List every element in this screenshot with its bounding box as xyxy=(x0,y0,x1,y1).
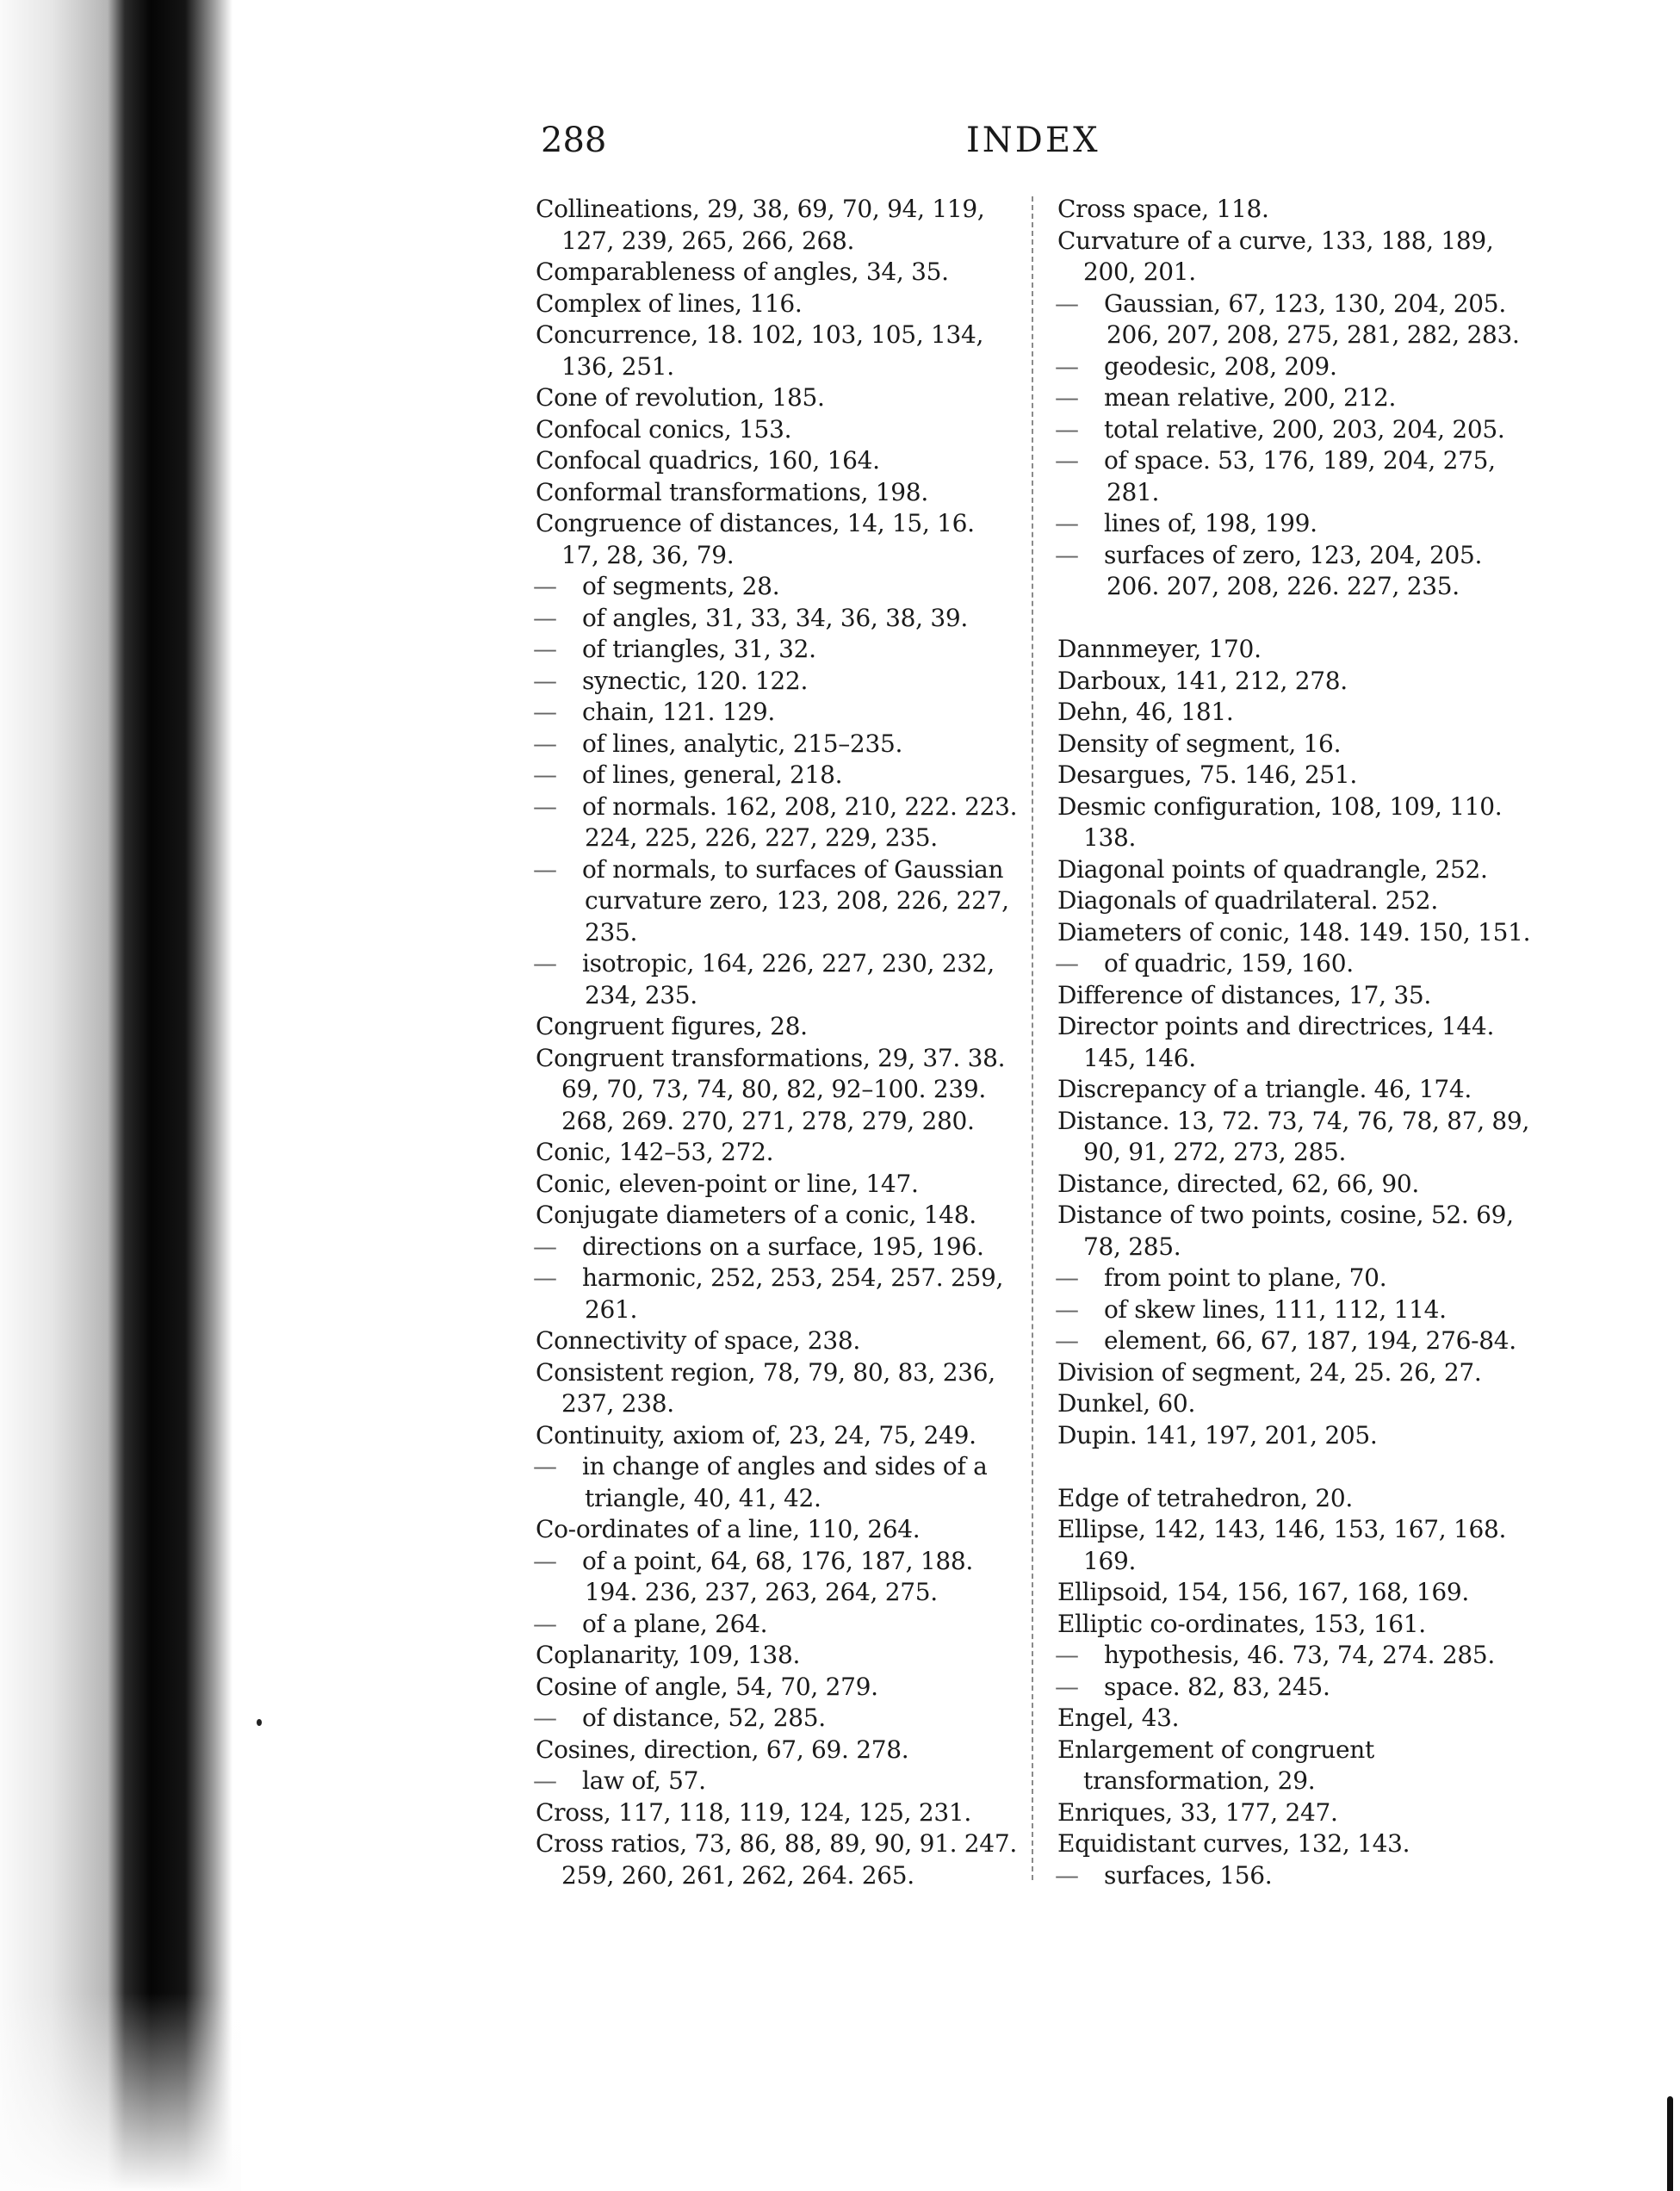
index-entry xyxy=(536,508,1018,571)
subentry-dash: — xyxy=(1055,540,1079,569)
index-subentry xyxy=(1057,1672,1540,1704)
entry-text: Confocal conics, 153. xyxy=(536,414,792,444)
index-entry xyxy=(536,1137,1018,1169)
entry-text: synectic, 120. 122. xyxy=(582,666,809,695)
entry-text: isotropic, 164, 226, 227, 230, 232, 234, 235. xyxy=(582,949,995,1009)
index-subentry xyxy=(1057,1640,1540,1672)
entry-text: chain, 121. 129. xyxy=(582,698,775,726)
index-entry xyxy=(536,1640,1018,1672)
index-entry xyxy=(536,194,1018,257)
entry-text: Concurrence, 18. 102, 103, 105, 134, 136, 251. xyxy=(536,320,984,381)
index-entry xyxy=(1057,1388,1540,1420)
index-entry xyxy=(1057,1797,1540,1829)
index-entry xyxy=(1057,1735,1540,1797)
index-subentry xyxy=(1057,540,1540,603)
index-entry xyxy=(536,320,1018,382)
index-subentry xyxy=(1057,414,1540,446)
subentry-dash: — xyxy=(533,1704,557,1732)
index-entry xyxy=(536,1672,1018,1704)
index-subentry xyxy=(1057,351,1540,383)
entry-text: of normals, to surfaces of Gaussian curvature zero, 123, 208, 226, 227, 235. xyxy=(582,854,1009,947)
entry-text: Diagonal points of quadrangle, 252. xyxy=(1057,854,1488,884)
subentry-dash: — xyxy=(1055,446,1079,475)
entry-text: Density of segment, 16. xyxy=(1057,729,1342,758)
subentry-dash: — xyxy=(1055,383,1079,412)
subentry-dash: — xyxy=(533,1546,557,1575)
entry-text: of space. 53, 176, 189, 204, 275, 281. xyxy=(1104,446,1496,506)
subentry-dash: — xyxy=(533,949,557,978)
index-entry xyxy=(1057,1106,1540,1169)
index-entry xyxy=(536,1735,1018,1766)
subentry-dash: — xyxy=(1055,414,1079,444)
subentry-dash: — xyxy=(1055,949,1079,978)
entry-text: hypothesis, 46. 73, 74, 274. 285. xyxy=(1104,1641,1495,1669)
entry-text: Desmic configuration, 108, 109, 110. 138. xyxy=(1057,791,1503,852)
index-entry xyxy=(1057,885,1540,917)
entry-text: of lines, general, 218. xyxy=(582,760,843,789)
entry-text: Distance of two points, cosine, 52. 69, 78, 285. xyxy=(1057,1201,1514,1261)
entry-text: Gaussian, 67, 123, 130, 204, 205. 206, 207, 208, 275, 281, 282, 283. xyxy=(1104,289,1520,349)
entry-text: Ellipse, 142, 143, 146, 153, 167, 168. 169. xyxy=(1057,1515,1507,1575)
entry-text: Dannmeyer, 170. xyxy=(1057,635,1262,663)
index-subentry xyxy=(533,603,1018,635)
entry-text: Conic, eleven-point or line, 147. xyxy=(536,1169,919,1198)
index-entry xyxy=(536,1420,1018,1452)
subentry-dash: — xyxy=(533,791,557,821)
subentry-dash: — xyxy=(533,854,557,884)
index-entry xyxy=(1057,1420,1540,1452)
index-entry xyxy=(1057,1514,1540,1577)
index-subentry xyxy=(533,1263,1018,1325)
index-entry xyxy=(1057,634,1540,666)
entry-text: Desargues, 75. 146, 251. xyxy=(1057,760,1357,789)
entry-text: of normals. 162, 208, 210, 222. 223. 224, 225, 226, 227, 229, 235. xyxy=(582,791,1018,852)
entry-text: Dupin. 141, 197, 201, 205. xyxy=(1057,1420,1378,1449)
index-entry xyxy=(1057,1200,1540,1263)
index-entry xyxy=(1057,1074,1540,1106)
entry-text: of segments, 28. xyxy=(582,572,780,600)
subentry-dash: — xyxy=(533,1232,557,1261)
index-entry xyxy=(1057,1577,1540,1609)
entry-text: Cross, 117, 118, 119, 124, 125, 231. xyxy=(536,1797,971,1827)
entry-text: Complex of lines, 116. xyxy=(536,289,803,318)
entry-text: Engel, 43. xyxy=(1057,1704,1180,1732)
entry-text: Conjugate diameters of a conic, 148. xyxy=(536,1201,976,1229)
page-title: INDEX xyxy=(966,121,1100,160)
index-subentry xyxy=(533,634,1018,666)
index-subentry xyxy=(533,1232,1018,1263)
entry-text: in change of angles and sides of a triangle, 40, 41, 42. xyxy=(582,1452,988,1512)
index-entry xyxy=(1057,1703,1540,1735)
scan-speck xyxy=(257,1719,262,1726)
entry-text: total relative, 200, 203, 204, 205. xyxy=(1104,414,1505,444)
index-entry xyxy=(536,1011,1018,1043)
index-entry xyxy=(1057,1011,1540,1074)
entry-text: surfaces of zero, 123, 204, 205. 206. 207, 208, 226. 227, 235. xyxy=(1104,540,1483,600)
entry-text: Diagonals of quadrilateral. 252. xyxy=(1057,886,1438,915)
index-entry xyxy=(536,1357,1018,1420)
index-entry xyxy=(1057,1828,1540,1860)
entry-text: Congruent figures, 28. xyxy=(536,1012,808,1040)
subentry-dash: — xyxy=(533,1452,557,1480)
index-entry xyxy=(1057,194,1540,226)
index-subentry xyxy=(1057,1263,1540,1294)
index-entry xyxy=(536,414,1018,446)
entry-text: Enlargement of congruent transformation, 29. xyxy=(1057,1735,1374,1795)
index-subentry xyxy=(533,760,1018,791)
index-subentry xyxy=(1057,1294,1540,1326)
entry-text: Elliptic co-ordinates, 153, 161. xyxy=(1057,1609,1426,1638)
entry-text: Conic, 142–53, 272. xyxy=(536,1138,774,1166)
entry-text: Cone of revolution, 185. xyxy=(536,383,825,412)
index-entry xyxy=(536,289,1018,320)
entry-text: Congruence of distances, 14, 15, 16. 17, 28, 36, 79. xyxy=(536,509,975,569)
entry-text: Distance, directed, 62, 66, 90. xyxy=(1057,1169,1419,1198)
subentry-dash: — xyxy=(533,729,557,758)
index-entry xyxy=(536,1169,1018,1201)
index-entry xyxy=(1057,729,1540,760)
entry-text: Cross ratios, 73, 86, 88, 89, 90, 91. 247. 259, 260, 261, 262, 264. 265. xyxy=(536,1829,1017,1890)
entry-text: Enriques, 33, 177, 247. xyxy=(1057,1797,1338,1827)
entry-text: Difference of distances, 17, 35. xyxy=(1057,980,1431,1009)
entry-text: Co-ordinates of a line, 110, 264. xyxy=(536,1515,921,1543)
scan-binding-shadow xyxy=(0,0,232,2191)
index-entry xyxy=(536,257,1018,289)
entry-text: mean relative, 200, 212. xyxy=(1104,383,1397,412)
entry-text: of skew lines, 111, 112, 114. xyxy=(1104,1294,1447,1324)
entry-text: of lines, analytic, 215–235. xyxy=(582,729,903,758)
index-entry xyxy=(1057,917,1540,949)
entry-text: of angles, 31, 33, 34, 36, 38, 39. xyxy=(582,603,968,632)
subentry-dash: — xyxy=(533,635,557,663)
subentry-dash: — xyxy=(1055,289,1079,318)
index-subentry xyxy=(533,948,1018,1011)
index-entry xyxy=(536,1043,1018,1138)
index-subentry xyxy=(533,697,1018,729)
page-number: 288 xyxy=(541,121,607,160)
subentry-dash: — xyxy=(533,760,557,789)
index-subentry xyxy=(1057,1860,1540,1892)
subentry-dash: — xyxy=(533,1263,557,1292)
entry-text: Equidistant curves, 132, 143. xyxy=(1057,1829,1410,1858)
entry-text: Edge of tetrahedron, 20. xyxy=(1057,1483,1353,1512)
index-subentry xyxy=(1057,1325,1540,1357)
index-subentry xyxy=(533,1703,1018,1735)
entry-text: of a plane, 264. xyxy=(582,1609,768,1638)
scan-shadow-fade xyxy=(0,1993,241,2191)
index-entry xyxy=(1057,760,1540,791)
index-entry xyxy=(536,1200,1018,1232)
index-entry xyxy=(1057,666,1540,698)
subentry-dash: — xyxy=(1055,1641,1079,1669)
entry-text: Continuity, axiom of, 23, 24, 75, 249. xyxy=(536,1420,976,1449)
index-subentry xyxy=(533,571,1018,603)
entry-text: of distance, 52, 285. xyxy=(582,1704,826,1732)
index-entry xyxy=(536,382,1018,414)
index-entry xyxy=(536,1828,1018,1891)
index-entry xyxy=(1057,1483,1540,1515)
index-column-left xyxy=(533,194,1018,1891)
subentry-dash: — xyxy=(1055,1326,1079,1355)
subentry-dash: — xyxy=(1055,1263,1079,1292)
index-entry xyxy=(1057,791,1540,854)
entry-text: Director points and directrices, 144. 145, 146. xyxy=(1057,1012,1495,1072)
entry-text: Diameters of conic, 148. 149. 150, 151. xyxy=(1057,917,1531,947)
index-entry xyxy=(1057,1609,1540,1641)
index-entry xyxy=(536,1325,1018,1357)
index-subentry xyxy=(533,666,1018,698)
index-entry xyxy=(1057,1357,1540,1389)
entry-text: of a point, 64, 68, 176, 187, 188. 194. 236, 237, 263, 264, 275. xyxy=(582,1546,974,1606)
entry-text: Congruent transformations, 29, 37. 38. 69, 70, 73, 74, 80, 82, 92–100. 239. 268, 269. 270, 271, 278, 279, 280. xyxy=(536,1043,1006,1135)
index-entry xyxy=(1057,980,1540,1012)
entry-text: space. 82, 83, 245. xyxy=(1104,1672,1330,1701)
entry-text: geodesic, 208, 209. xyxy=(1104,351,1337,381)
entry-text: Connectivity of space, 238. xyxy=(536,1326,860,1355)
index-entry xyxy=(1057,697,1540,729)
entry-text: Confocal quadrics, 160, 164. xyxy=(536,446,880,475)
subentry-dash: — xyxy=(533,1766,557,1795)
index-entry xyxy=(536,1514,1018,1546)
subentry-dash: — xyxy=(533,603,557,632)
entry-text: law of, 57. xyxy=(582,1766,706,1795)
index-column-right xyxy=(1057,194,1540,1891)
index-entry xyxy=(1057,226,1540,289)
entry-text: Curvature of a curve, 133, 188, 189, 200, 201. xyxy=(1057,226,1494,286)
index-subentry xyxy=(533,1766,1018,1797)
index-entry xyxy=(1057,1169,1540,1201)
subentry-dash: — xyxy=(1055,1294,1079,1324)
entry-text: Ellipsoid, 154, 156, 167, 168, 169. xyxy=(1057,1578,1469,1606)
subentry-dash: — xyxy=(1055,509,1079,537)
index-entry xyxy=(536,1797,1018,1829)
subentry-dash: — xyxy=(1055,351,1079,381)
index-subentry xyxy=(533,1451,1018,1514)
entry-text: Cosine of angle, 54, 70, 279. xyxy=(536,1672,878,1701)
index-subentry xyxy=(1057,445,1540,508)
entry-text: Consistent region, 78, 79, 80, 83, 236, 237, 238. xyxy=(536,1357,995,1418)
index-subentry xyxy=(533,791,1018,854)
entry-text: surfaces, 156. xyxy=(1104,1860,1273,1890)
index-subentry xyxy=(533,1546,1018,1609)
subentry-dash: — xyxy=(533,666,557,695)
index-entry xyxy=(536,445,1018,477)
entry-text: Conformal transformations, 198. xyxy=(536,477,928,506)
entry-text: Division of segment, 24, 25. 26, 27. xyxy=(1057,1357,1482,1387)
column-divider xyxy=(1032,196,1033,1880)
entry-text: Collineations, 29, 38, 69, 70, 94, 119, 127, 239, 265, 266, 268. xyxy=(536,195,985,255)
entry-text: Coplanarity, 109, 138. xyxy=(536,1641,801,1669)
entry-text: Dunkel, 60. xyxy=(1057,1389,1196,1418)
entry-text: directions on a surface, 195, 196. xyxy=(582,1232,984,1261)
index-entry xyxy=(536,477,1018,509)
index-subentry xyxy=(533,729,1018,760)
index-subentry xyxy=(1057,948,1540,980)
subentry-dash: — xyxy=(533,1609,557,1638)
index-subentry xyxy=(1057,289,1540,351)
entry-text: of quadric, 159, 160. xyxy=(1104,949,1354,978)
entry-text: Comparableness of angles, 34, 35. xyxy=(536,258,949,286)
index-subentry xyxy=(1057,508,1540,540)
scan-corner-mark xyxy=(1667,2096,1673,2191)
subentry-dash: — xyxy=(1055,1860,1079,1890)
entry-text: element, 66, 67, 187, 194, 276-84. xyxy=(1104,1326,1516,1355)
entry-text: Cross space, 118. xyxy=(1057,195,1269,223)
entry-text: lines of, 198, 199. xyxy=(1104,509,1317,537)
index-entry xyxy=(1057,854,1540,886)
subentry-dash: — xyxy=(1055,1672,1079,1701)
entry-text: from point to plane, 70. xyxy=(1104,1263,1387,1292)
entry-text: Distance. 13, 72. 73, 74, 76, 78, 87, 89, 90, 91, 272, 273, 285. xyxy=(1057,1106,1530,1166)
index-subentry xyxy=(533,854,1018,949)
entry-text: Darboux, 141, 212, 278. xyxy=(1057,666,1348,695)
index-subentry xyxy=(533,1609,1018,1641)
subentry-dash: — xyxy=(533,698,557,726)
entry-text: Dehn, 46, 181. xyxy=(1057,698,1234,726)
entry-text: Cosines, direction, 67, 69. 278. xyxy=(536,1735,909,1764)
entry-text: Discrepancy of a triangle. 46, 174. xyxy=(1057,1075,1472,1103)
subentry-dash: — xyxy=(533,572,557,600)
entry-text: harmonic, 252, 253, 254, 257. 259, 261. xyxy=(582,1263,1004,1324)
entry-text: of triangles, 31, 32. xyxy=(582,635,816,663)
index-subentry xyxy=(1057,382,1540,414)
